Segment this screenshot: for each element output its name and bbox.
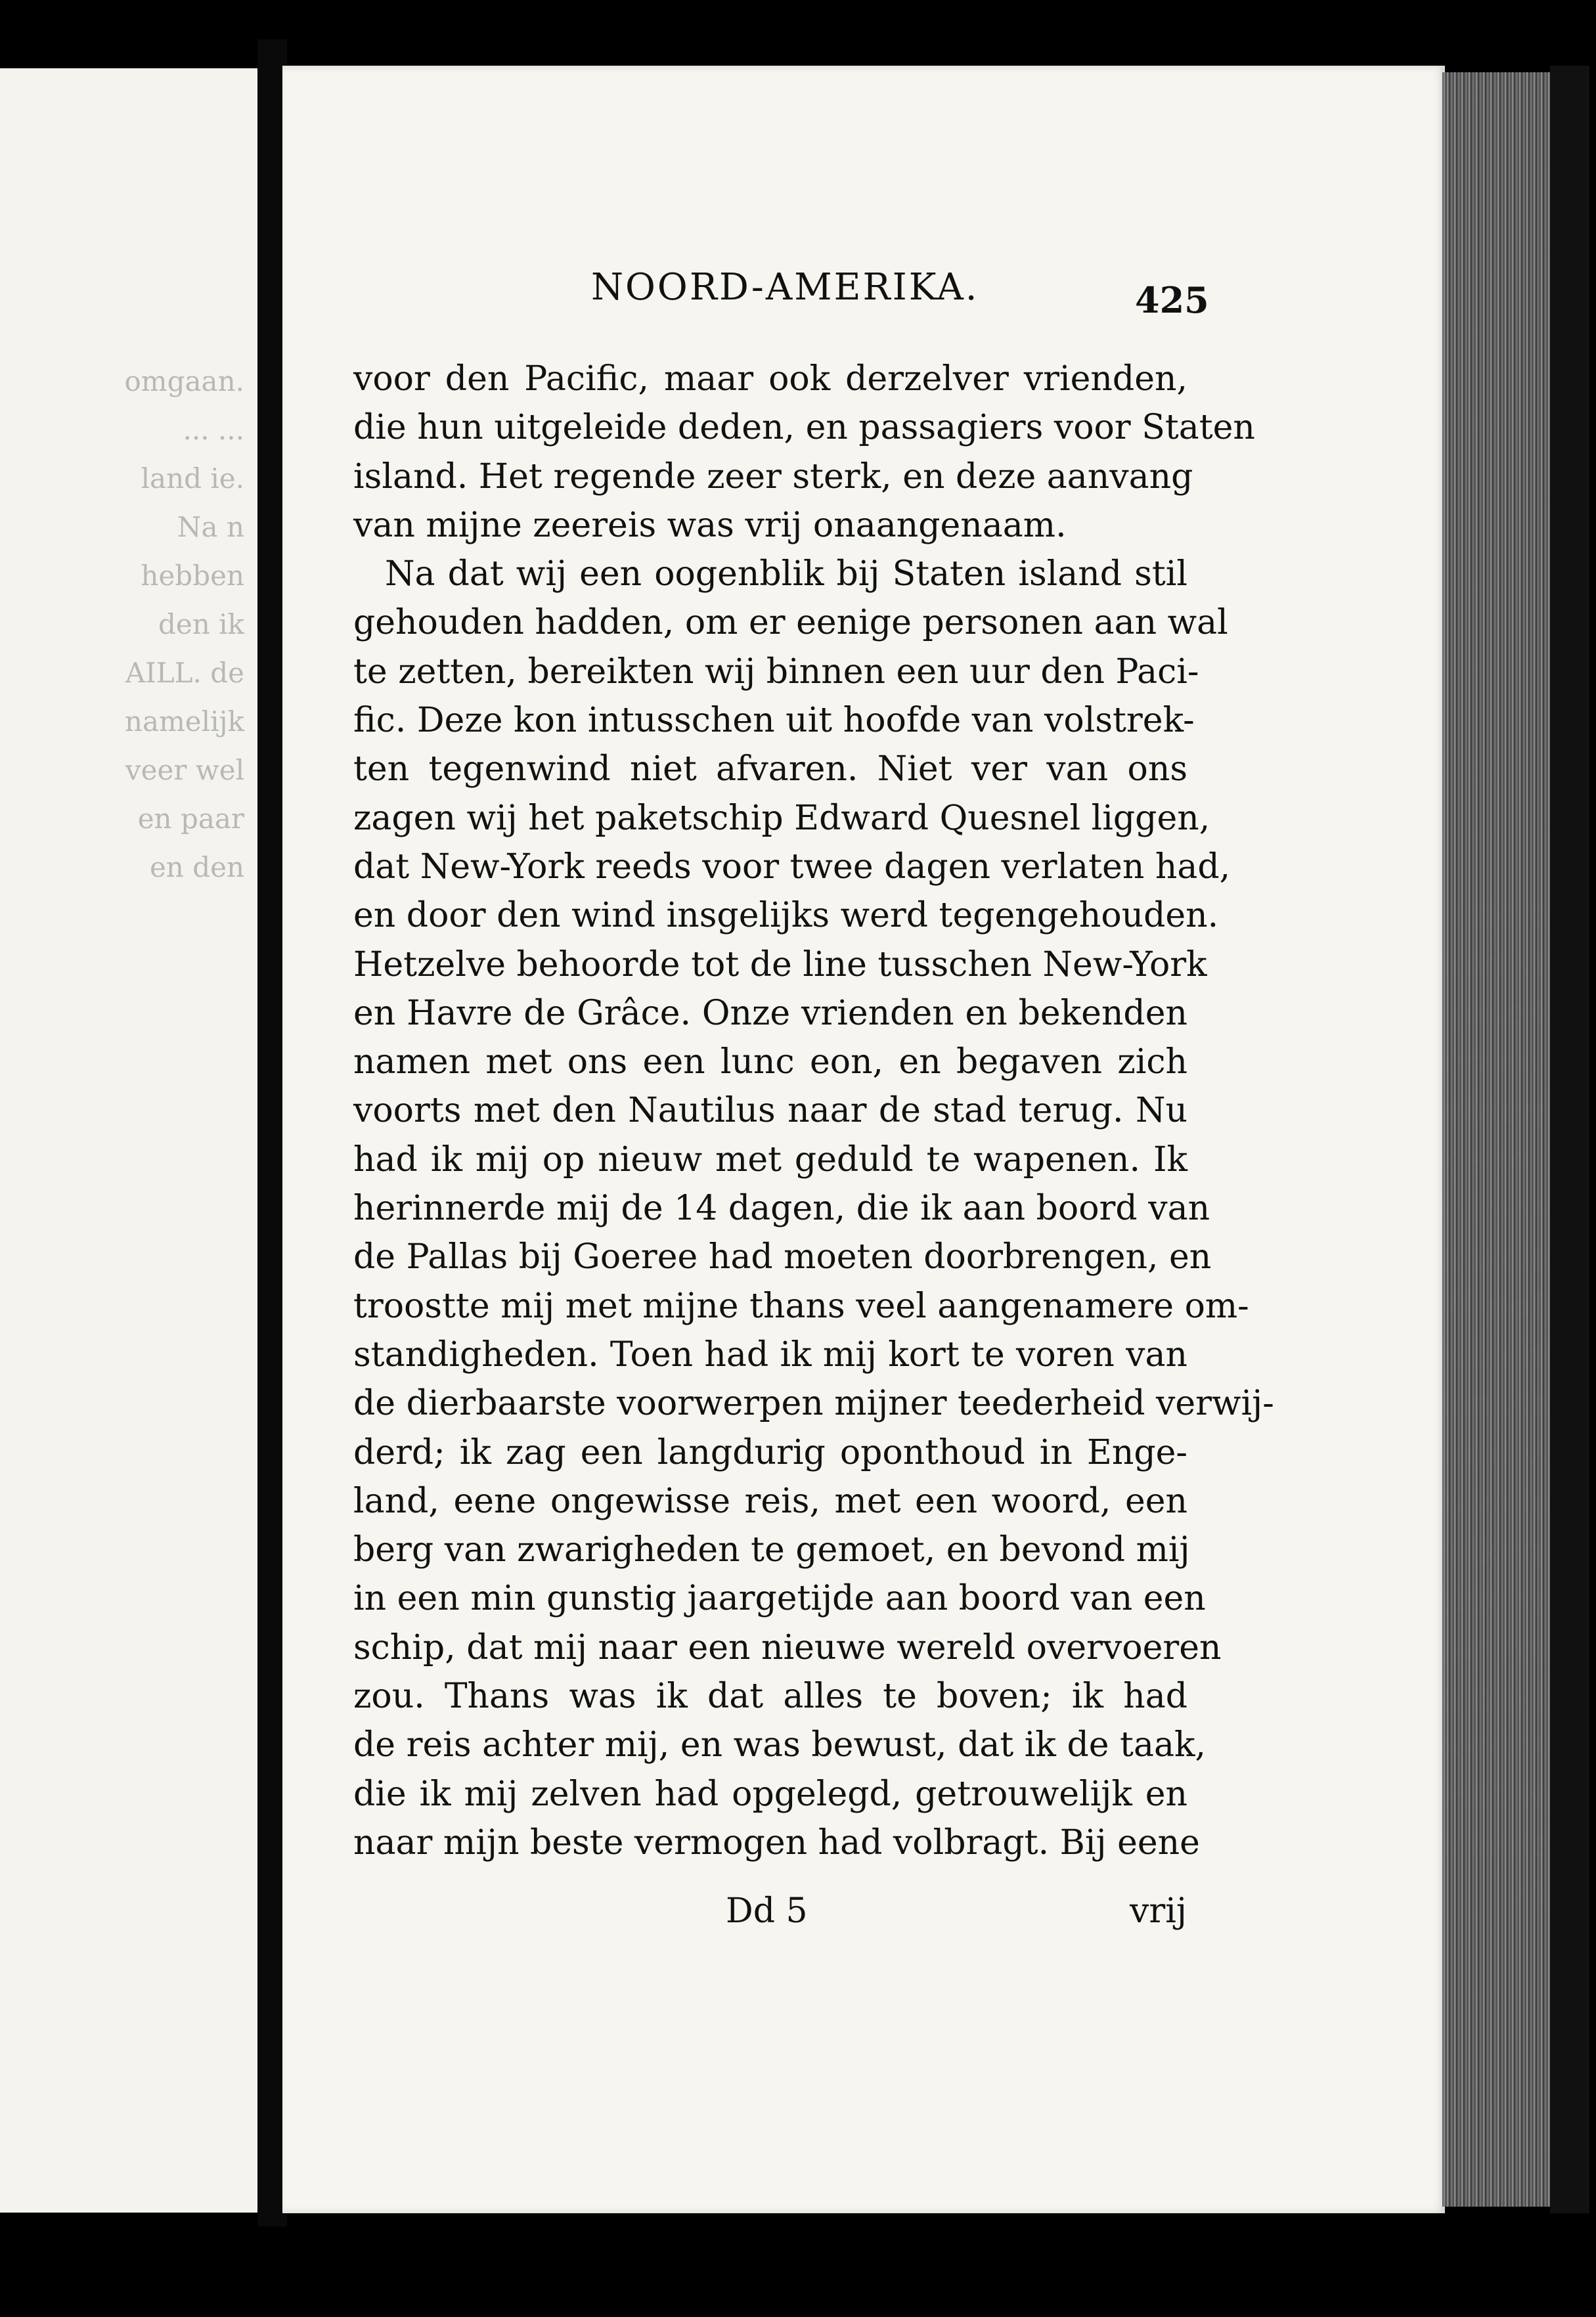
signature-mark: Dd 5	[726, 1891, 808, 1931]
text-line: voor den Pacific, maar ook derzelver vrienden,	[353, 359, 1187, 399]
text-line: fic. Deze kon intusschen uit hoofde van volstrek-	[353, 701, 1195, 741]
faded-line: omgaan.	[124, 365, 244, 397]
text-line: naar mijn beste vermogen had volbragt. Bij eene	[353, 1822, 1200, 1863]
text-line: had ik mij op nieuw met geduld te wapenen. Ik	[353, 1139, 1187, 1180]
left-page-fragment	[0, 68, 264, 2213]
text-line: island. Het regende zeer sterk, en deze aanvang	[353, 456, 1193, 496]
text-line: die hun uitgeleide deden, en passagiers voor Staten	[353, 408, 1255, 448]
faded-line: veer wel	[125, 754, 244, 786]
body-text	[353, 355, 1274, 1867]
text-line: troostte mij met mijne thans veel aangenamere om-	[353, 1286, 1249, 1326]
book-cover-edge	[1550, 66, 1589, 2213]
faded-line: land ie.	[141, 462, 244, 495]
faded-line: en den	[149, 851, 244, 883]
text-line: berg van zwarigheden te gemoet, en bevond mij	[353, 1530, 1190, 1570]
text-line: Hetzelve behoorde tot de line tusschen New-York	[353, 944, 1207, 984]
text-line: van mijne zeereis was vrij onaangenaam.	[353, 505, 1067, 545]
faded-line: Na n	[177, 511, 244, 543]
faded-line: den ik	[158, 608, 244, 640]
text-line: de Pallas bij Goeree had moeten doorbrengen, en	[353, 1237, 1212, 1277]
faded-line: ... ...	[183, 414, 244, 446]
text-line: de reis achter mij, en was bewust, dat ik de taak,	[353, 1725, 1206, 1765]
text-line: en Havre de Grâce. Onze vrienden en bekenden	[353, 993, 1187, 1033]
text-line: zou. Thans was ik dat alles te boven; ik had	[353, 1677, 1187, 1717]
faded-line: namelijk	[124, 705, 244, 738]
text-line: zagen wij het paketschip Edward Quesnel liggen,	[353, 798, 1210, 838]
faded-line: AILL. de	[125, 657, 244, 689]
text-line: die ik mij zelven had opgelegd, getrouwelijk en	[353, 1774, 1187, 1814]
text-line: in een min gunstig jaargetijde aan boord van een	[353, 1579, 1206, 1619]
text-line: derd; ik zag een langdurig oponthoud in Enge-	[353, 1432, 1187, 1472]
text-line: namen met ons een lunc eon, en begaven zich	[353, 1042, 1187, 1082]
page-number: 425	[1135, 279, 1209, 321]
text-line: Na dat wij een oogenblik bij Staten island stil	[385, 554, 1187, 594]
page-edges	[1442, 72, 1567, 2207]
running-head: NOORD-AMERIKA.	[591, 266, 979, 309]
text-line: de dierbaarste voorwerpen mijner teederheid verwij-	[353, 1384, 1274, 1424]
text-line: gehouden hadden, om er eenige personen aan wal	[353, 603, 1228, 643]
text-line: schip, dat mij naar een nieuwe wereld overvoeren	[353, 1627, 1222, 1667]
text-line: voorts met den Nautilus naar de stad terug. Nu	[353, 1091, 1187, 1131]
left-page-faded-text	[8, 357, 244, 892]
text-line: te zetten, bereikten wij binnen een uur den Paci-	[353, 651, 1199, 692]
text-line: land, eene ongewisse reis, met een woord, een	[353, 1481, 1187, 1521]
faded-line: en paar	[137, 803, 244, 835]
text-line: dat New-York reeds voor twee dagen verlaten had,	[353, 847, 1231, 887]
text-line: standigheden. Toen had ik mij kort te voren van	[353, 1335, 1187, 1375]
faded-line: hebben	[141, 560, 244, 592]
catchword: vrij	[1130, 1891, 1187, 1931]
text-line: ten tegenwind niet afvaren. Niet ver van ons	[353, 749, 1187, 789]
text-line: herinnerde mij de 14 dagen, die ik aan boord van	[353, 1189, 1210, 1229]
text-line: en door den wind insgelijks werd tegengehouden.	[353, 896, 1219, 936]
